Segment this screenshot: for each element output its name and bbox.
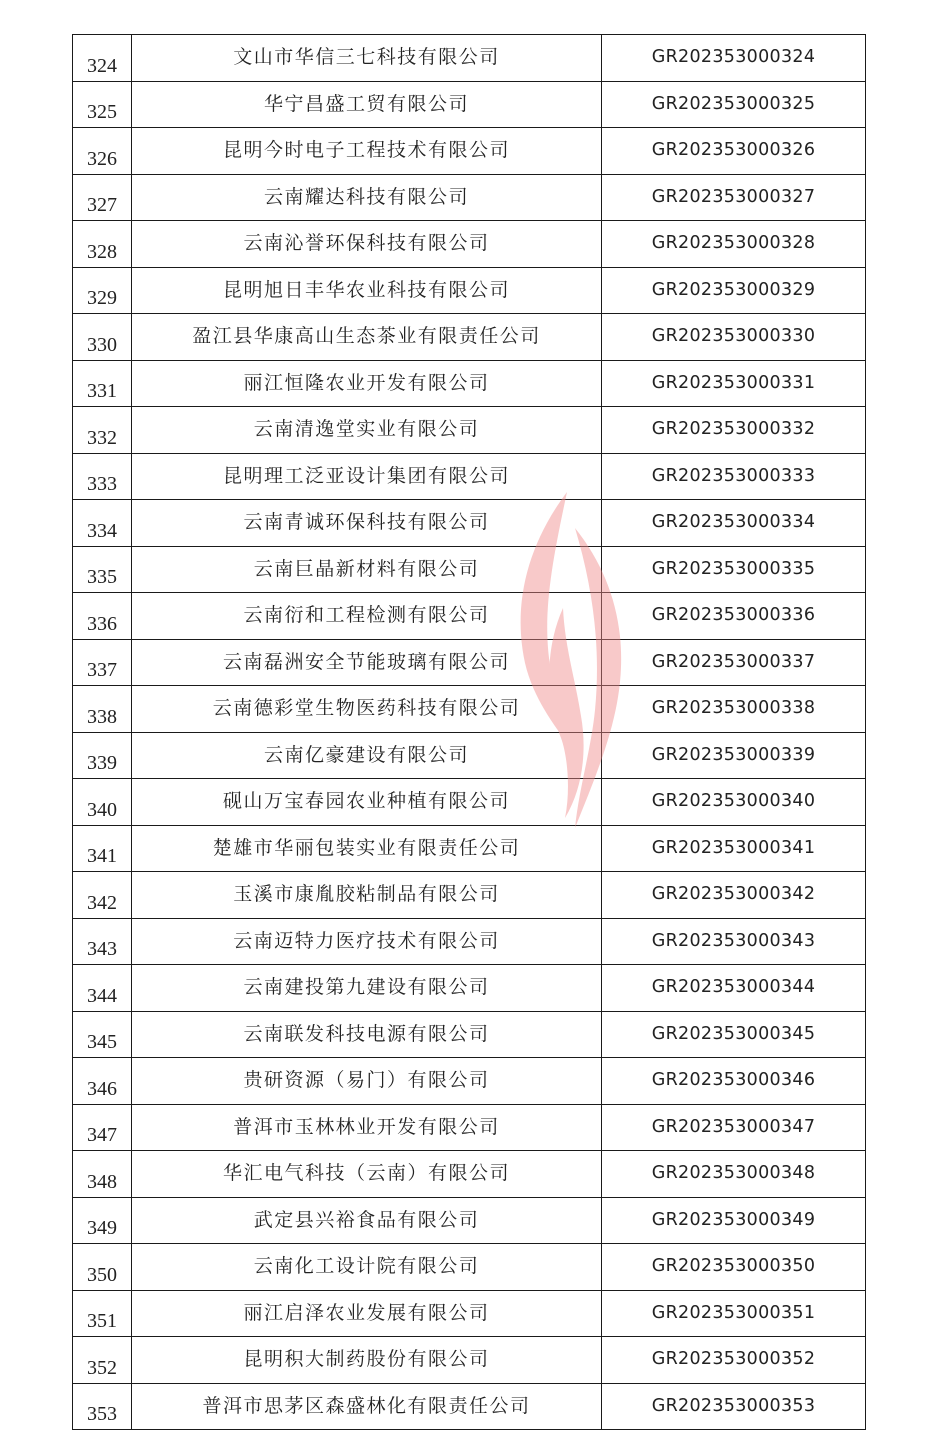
row-number-cell: 344: [73, 965, 132, 1012]
certificate-code-cell: GR202353000332: [602, 407, 866, 454]
certificate-code-cell: GR202353000335: [602, 546, 866, 593]
certificate-code-cell: GR202353000328: [602, 221, 866, 268]
row-number-cell: 347: [73, 1104, 132, 1151]
company-name-cell: 昆明今时电子工程技术有限公司: [132, 128, 602, 175]
row-number-cell: 341: [73, 825, 132, 872]
certificate-code-cell: GR202353000352: [602, 1337, 866, 1384]
table-row: [73, 174, 866, 221]
table-row: [73, 872, 866, 919]
company-name-cell: 华宁昌盛工贸有限公司: [132, 81, 602, 128]
company-name-cell: 华汇电气科技（云南）有限公司: [132, 1151, 602, 1198]
certificate-code-cell: GR202353000353: [602, 1383, 866, 1430]
certificate-code-cell: GR202353000326: [602, 128, 866, 175]
company-name-cell: 云南建投第九建设有限公司: [132, 965, 602, 1012]
certificate-code-cell: GR202353000325: [602, 81, 866, 128]
certificate-code-cell: GR202353000341: [602, 825, 866, 872]
table-row: [73, 1290, 866, 1337]
company-name-cell: 云南德彩堂生物医药科技有限公司: [132, 686, 602, 733]
certificate-code-cell: GR202353000342: [602, 872, 866, 919]
table-row: [73, 965, 866, 1012]
table-row: [73, 407, 866, 454]
certificate-code-cell: GR202353000348: [602, 1151, 866, 1198]
table-row: [73, 1337, 866, 1384]
company-name-cell: 云南磊洲安全节能玻璃有限公司: [132, 639, 602, 686]
row-number-cell: 352: [73, 1337, 132, 1384]
certificate-code-cell: GR202353000334: [602, 500, 866, 547]
row-number-cell: 325: [73, 81, 132, 128]
table-row: [73, 360, 866, 407]
company-table: [72, 34, 866, 1430]
table-row: [73, 1383, 866, 1430]
company-name-cell: 武定县兴裕食品有限公司: [132, 1197, 602, 1244]
row-number-cell: 340: [73, 779, 132, 826]
certificate-code-cell: GR202353000337: [602, 639, 866, 686]
certificate-code-cell: GR202353000340: [602, 779, 866, 826]
certificate-code-cell: GR202353000349: [602, 1197, 866, 1244]
row-number-cell: 328: [73, 221, 132, 268]
certificate-code-cell: GR202353000344: [602, 965, 866, 1012]
row-number-cell: 338: [73, 686, 132, 733]
certificate-code-cell: GR202353000343: [602, 918, 866, 965]
table-row: [73, 593, 866, 640]
row-number-cell: 346: [73, 1058, 132, 1105]
table-row: [73, 267, 866, 314]
row-number-cell: 342: [73, 872, 132, 919]
table-row: [73, 732, 866, 779]
table-row: [73, 918, 866, 965]
table-row: [73, 1244, 866, 1291]
company-name-cell: 云南亿豪建设有限公司: [132, 732, 602, 779]
company-name-cell: 盈江县华康高山生态茶业有限责任公司: [132, 314, 602, 361]
table-row: [73, 81, 866, 128]
company-name-cell: 云南化工设计院有限公司: [132, 1244, 602, 1291]
company-name-cell: 贵研资源（易门）有限公司: [132, 1058, 602, 1105]
table-row: [73, 1104, 866, 1151]
certificate-code-cell: GR202353000338: [602, 686, 866, 733]
row-number-cell: 332: [73, 407, 132, 454]
table-row: [73, 1011, 866, 1058]
table-row: [73, 221, 866, 268]
company-name-cell: 云南清逸堂实业有限公司: [132, 407, 602, 454]
company-name-cell: 普洱市玉林林业开发有限公司: [132, 1104, 602, 1151]
table-row: [73, 1058, 866, 1105]
company-name-cell: 丽江恒隆农业开发有限公司: [132, 360, 602, 407]
row-number-cell: 353: [73, 1383, 132, 1430]
company-name-cell: 云南沁誉环保科技有限公司: [132, 221, 602, 268]
row-number-cell: 348: [73, 1151, 132, 1198]
company-name-cell: 砚山万宝春园农业种植有限公司: [132, 779, 602, 826]
certificate-code-cell: GR202353000339: [602, 732, 866, 779]
table-row: [73, 128, 866, 175]
certificate-code-cell: GR202353000350: [602, 1244, 866, 1291]
row-number-cell: 339: [73, 732, 132, 779]
table-row: [73, 686, 866, 733]
row-number-cell: 331: [73, 360, 132, 407]
row-number-cell: 335: [73, 546, 132, 593]
company-name-cell: 昆明旭日丰华农业科技有限公司: [132, 267, 602, 314]
company-name-cell: 云南青诚环保科技有限公司: [132, 500, 602, 547]
row-number-cell: 336: [73, 593, 132, 640]
certificate-code-cell: GR202353000329: [602, 267, 866, 314]
table-row: [73, 500, 866, 547]
table-row: [73, 546, 866, 593]
company-name-cell: 云南联发科技电源有限公司: [132, 1011, 602, 1058]
row-number-cell: 329: [73, 267, 132, 314]
table-row: [73, 1151, 866, 1198]
certificate-code-cell: GR202353000346: [602, 1058, 866, 1105]
certificate-code-cell: GR202353000324: [602, 35, 866, 82]
company-name-cell: 普洱市思茅区森盛林化有限责任公司: [132, 1383, 602, 1430]
company-name-cell: 昆明积大制药股份有限公司: [132, 1337, 602, 1384]
table-row: [73, 35, 866, 82]
row-number-cell: 343: [73, 918, 132, 965]
certificate-code-cell: GR202353000331: [602, 360, 866, 407]
company-name-cell: 云南耀达科技有限公司: [132, 174, 602, 221]
company-name-cell: 文山市华信三七科技有限公司: [132, 35, 602, 82]
certificate-code-cell: GR202353000336: [602, 593, 866, 640]
row-number-cell: 324: [73, 35, 132, 82]
row-number-cell: 334: [73, 500, 132, 547]
company-name-cell: 丽江启泽农业发展有限公司: [132, 1290, 602, 1337]
row-number-cell: 326: [73, 128, 132, 175]
row-number-cell: 350: [73, 1244, 132, 1291]
table-row: [73, 779, 866, 826]
table-row: [73, 314, 866, 361]
table-row: [73, 639, 866, 686]
table-row: [73, 453, 866, 500]
certificate-code-cell: GR202353000345: [602, 1011, 866, 1058]
certificate-code-cell: GR202353000330: [602, 314, 866, 361]
row-number-cell: 351: [73, 1290, 132, 1337]
company-name-cell: 云南迈特力医疗技术有限公司: [132, 918, 602, 965]
company-table-body: [73, 35, 866, 1430]
company-name-cell: 昆明理工泛亚设计集团有限公司: [132, 453, 602, 500]
table-row: [73, 1197, 866, 1244]
row-number-cell: 345: [73, 1011, 132, 1058]
company-name-cell: 云南衍和工程检测有限公司: [132, 593, 602, 640]
certificate-code-cell: GR202353000347: [602, 1104, 866, 1151]
certificate-code-cell: GR202353000351: [602, 1290, 866, 1337]
row-number-cell: 333: [73, 453, 132, 500]
row-number-cell: 349: [73, 1197, 132, 1244]
company-name-cell: 云南巨晶新材料有限公司: [132, 546, 602, 593]
table-row: [73, 825, 866, 872]
row-number-cell: 330: [73, 314, 132, 361]
certificate-code-cell: GR202353000327: [602, 174, 866, 221]
row-number-cell: 327: [73, 174, 132, 221]
company-name-cell: 玉溪市康胤胶粘制品有限公司: [132, 872, 602, 919]
company-name-cell: 楚雄市华丽包装实业有限责任公司: [132, 825, 602, 872]
row-number-cell: 337: [73, 639, 132, 686]
certificate-code-cell: GR202353000333: [602, 453, 866, 500]
